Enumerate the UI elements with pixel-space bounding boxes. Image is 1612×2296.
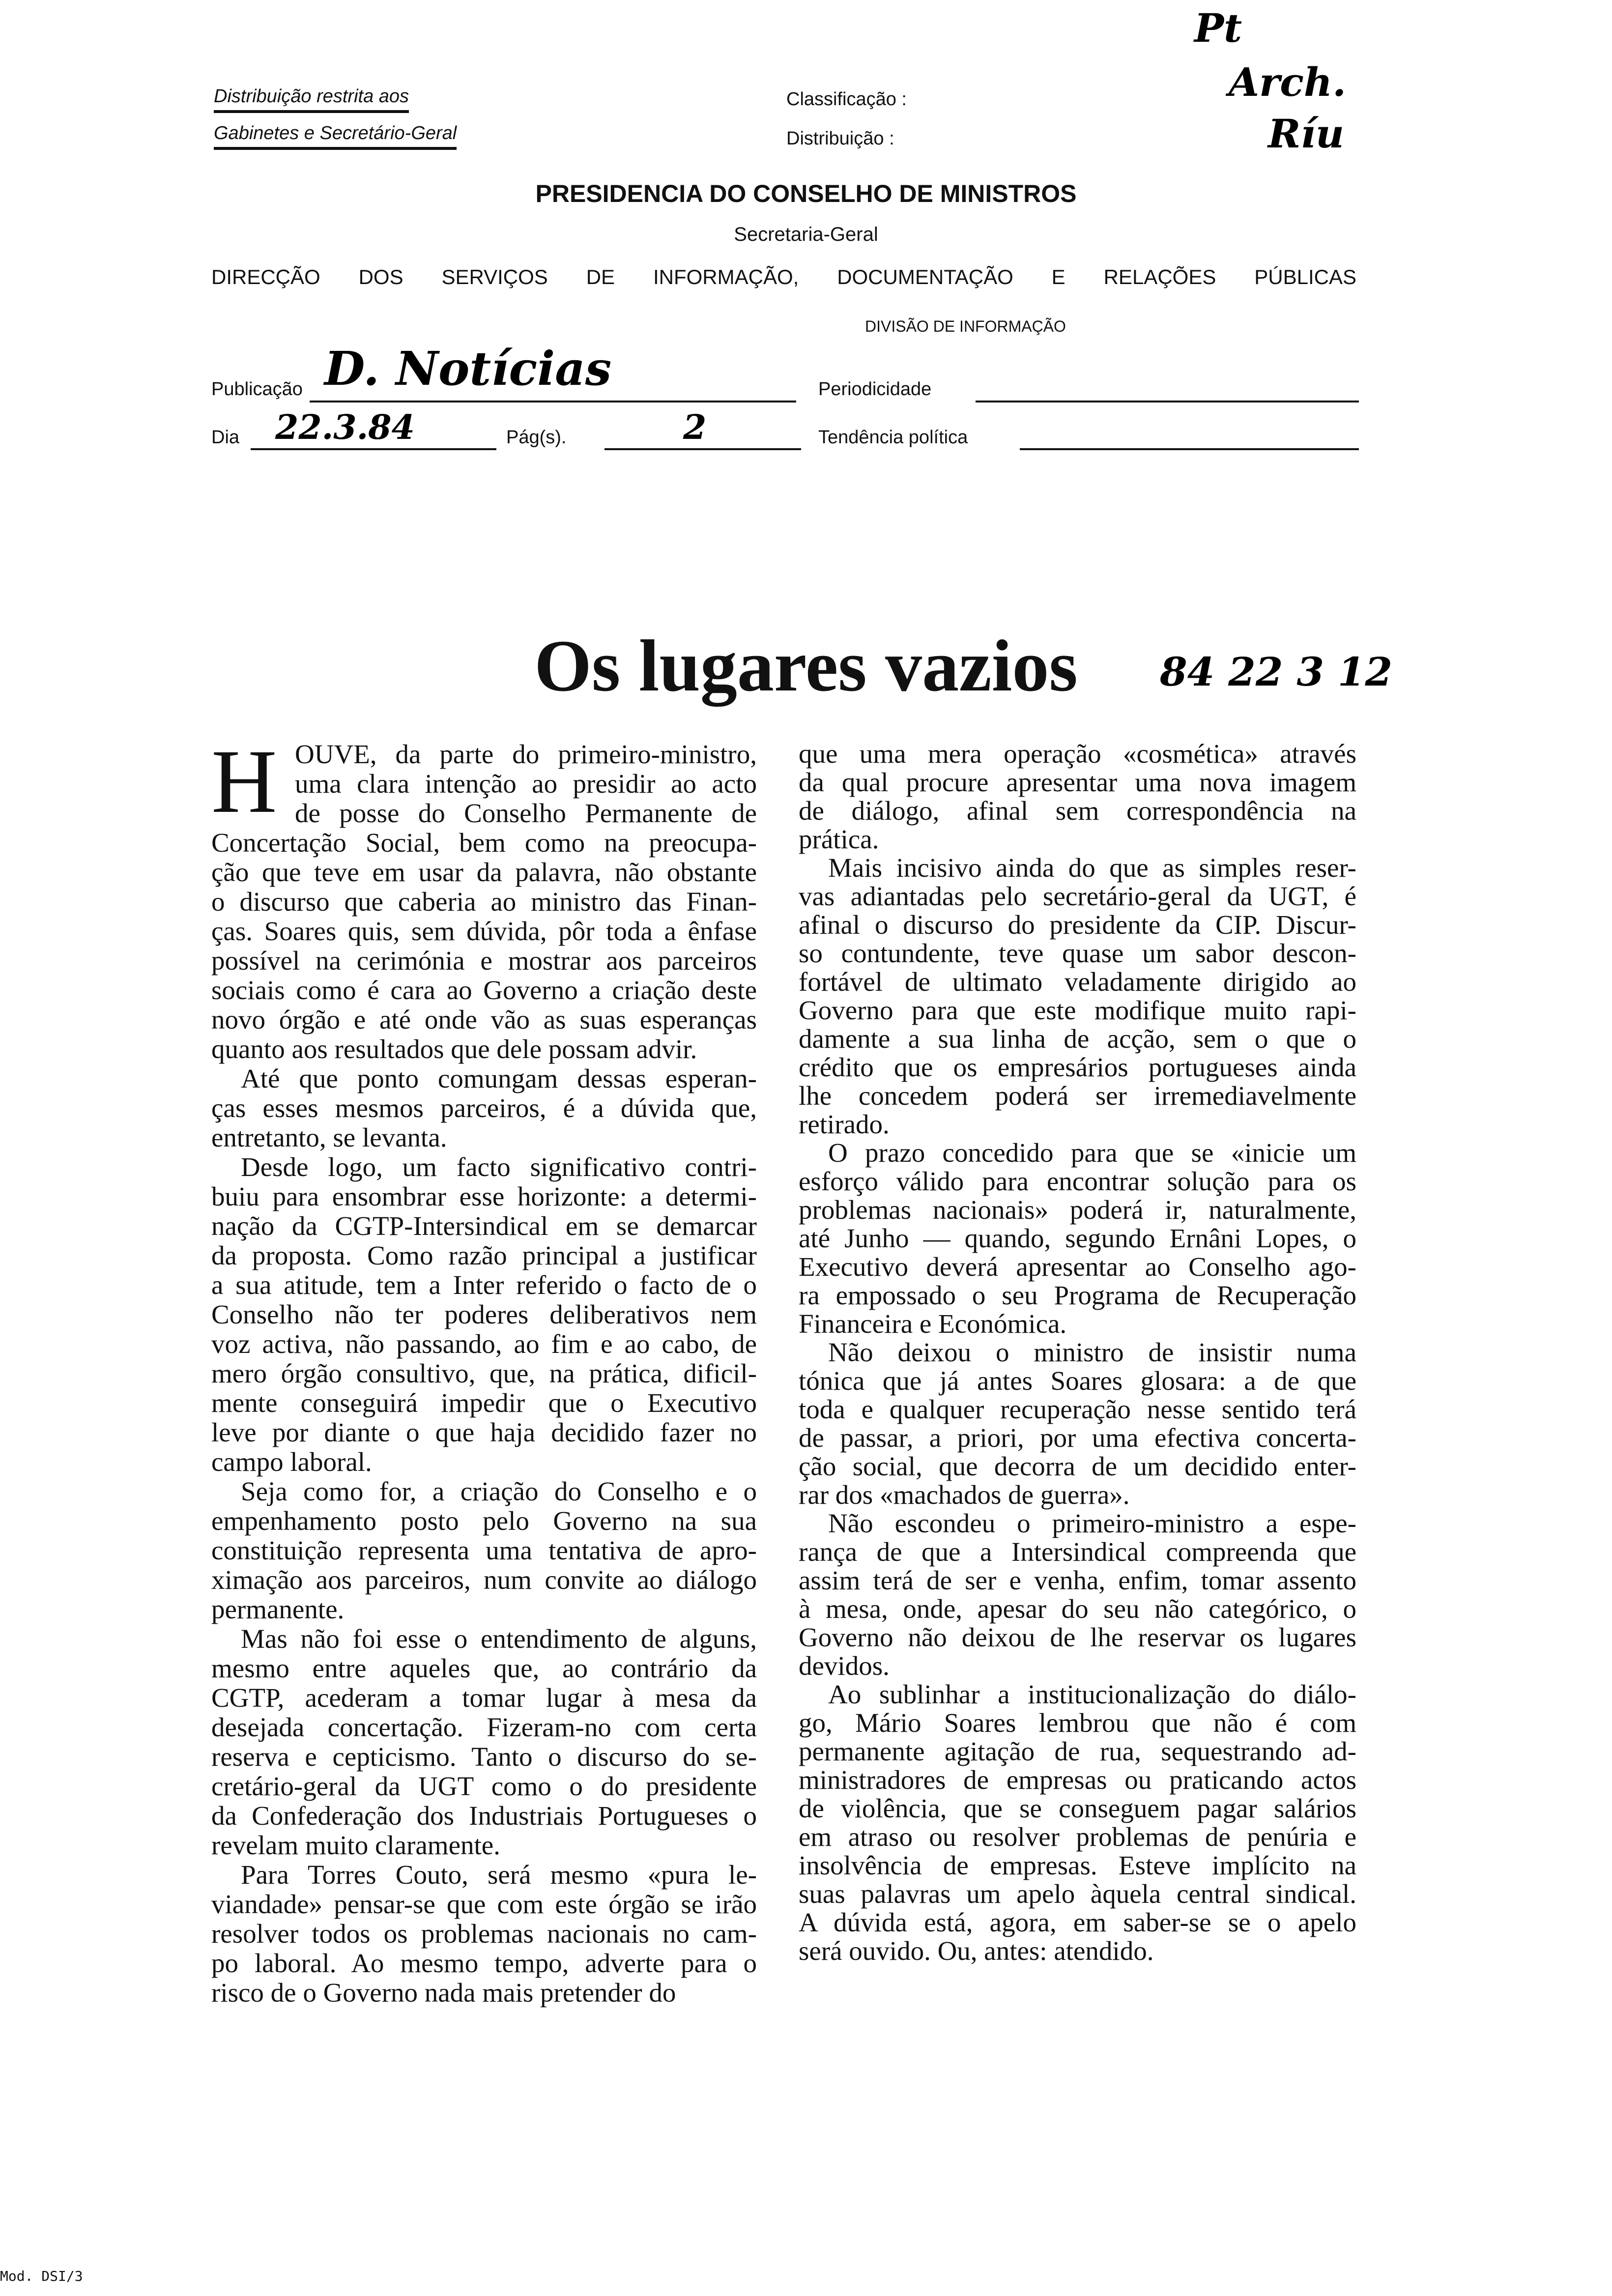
pages-field[interactable] [604,448,801,450]
form-code: Mod. DSI/3 [0,2268,83,2284]
article-line: mero órgão consultivo, que, na prática, dificil- [211,1358,757,1388]
article-line: desejada concertação. Fizeram-no com certa [211,1712,757,1742]
article-line: Mas não foi esse o entendimento de alguns, [241,1624,757,1654]
periodicity-label: Periodicidade [818,379,932,400]
article-line: Não deixou o ministro de insistir numa [828,1337,1356,1367]
article-line: resolver todos os problemas nacionais no cam- [211,1919,757,1949]
article-line: ças. Soares quis, sem dúvida, pôr toda a ênfase [211,916,757,946]
article-line: toda e qualquer recuperação nesse sentido terá [799,1394,1356,1424]
article-column-left [211,731,757,2008]
article-line: ra empossado o seu Programa de Recuperação [799,1280,1356,1310]
article-line: damente a sua linha de acção, sem o que o [799,1024,1356,1054]
article-line: de violência, que se conseguem pagar salários [799,1793,1356,1823]
article-line: ças esses mesmos parceiros, é a dúvida que, [211,1093,757,1123]
article-line: Até que ponto comungam dessas esperan- [241,1063,757,1093]
handwritten-note-arch: Arch. [1229,59,1346,105]
handwritten-date-over-title: 84 22 3 12 [1160,649,1393,695]
article-line: viandade» pensar-se que com este órgão se irão [211,1889,757,1919]
article-line: quanto aos resultados que dele possam advir. [211,1034,697,1064]
handwritten-day: 22.3.84 [275,408,415,447]
article-line: permanente agitação de rua, sequestrando ad- [799,1736,1356,1766]
article-line: vas adiantadas pelo secretário-geral da UGT, é [799,881,1356,911]
article-line: da proposta. Como razão principal a justificar [211,1240,757,1270]
day-label: Dia [211,427,240,448]
article-line: ção que teve em usar da palavra, não obstante [211,857,757,887]
article-line: reserva e cepticismo. Tanto o discurso do se- [211,1742,757,1772]
article-line: rar dos «machados de guerra». [799,1480,1130,1510]
distribution-restricted-line-1: Distribuição restrita aos [214,86,409,113]
article-line: retirado. [799,1109,890,1139]
article-line: de diálogo, afinal sem correspondência na [799,796,1356,826]
publication-field[interactable] [310,401,796,402]
article-line: po laboral. Ao mesmo tempo, adverte para o [211,1948,757,1978]
article-line: leve por diante o que haja decidido fazer no [211,1417,757,1447]
political-tendency-field[interactable] [1020,448,1359,450]
drop-cap: H [211,731,277,832]
article-line: mente conseguirá impedir que o Executivo [211,1388,757,1418]
article-line: tónica que já antes Soares glosara: a de que [799,1366,1356,1396]
article-title: Os lugares vazios [534,625,1078,707]
article-line: Ao sublinhar a institucionalização do diálo- [828,1679,1356,1709]
article-line: afinal o discurso do presidente da CIP. Discur- [799,910,1356,940]
article-line: ximação aos parceiros, num convite ao diálogo [211,1565,757,1595]
article-line: A dúvida está, agora, em saber-se se o apelo [799,1907,1356,1937]
day-field[interactable] [251,448,496,450]
handwritten-pages: 2 [683,408,707,447]
article-line: ção social, que decorra de um decidido enter- [799,1451,1356,1481]
article-line: assim terá de ser e venha, enfim, tomar assento [799,1565,1356,1595]
article-line: Financeira e Económica. [799,1309,1067,1339]
article-line: Seja como for, a criação do Conselho e o [241,1476,757,1506]
article-line: CGTP, acederam a tomar lugar à mesa da [211,1683,757,1713]
distribution-restricted-line-2: Gabinetes e Secretário-Geral [214,123,457,150]
article-line: Governo não deixou de lhe reservar os lugares [799,1622,1356,1652]
political-tendency-label: Tendência política [818,427,968,448]
article-line: cretário-geral da UGT como o do presidente [211,1771,757,1801]
article-column-right [799,740,1356,1965]
handwritten-note-pt: Pt [1194,5,1242,51]
article-line: Não escondeu o primeiro-ministro a espe- [828,1508,1356,1538]
article-line: go, Mário Soares lembrou que não é com [799,1708,1356,1738]
article-line: da qual procure apresentar uma nova imagem [799,767,1356,797]
article-line: à mesa, onde, apesar do seu não categórico, o [799,1594,1356,1624]
article-line: fortável de ultimato veladamente dirigido ao [799,967,1356,997]
article-line: mesmo entre aqueles que, ao contrário da [211,1653,757,1683]
classification-label: Classificação : [786,89,907,110]
distribution-label: Distribuição : [786,128,894,149]
article-line: até Junho — quando, segundo Ernâni Lopes, o [799,1223,1356,1253]
article-line: a sua atitude, tem a Inter referido o facto de o [211,1270,757,1300]
article-line: O prazo concedido para que se «inicie um [828,1138,1356,1168]
article-line: da Confederação dos Industriais Portugueses o [211,1801,757,1831]
handwritten-note-riu: Ríu [1268,111,1345,157]
article-line: que uma mera operação «cosmética» através [799,739,1356,769]
article-line: de passar, a priori, por uma efectiva concerta- [799,1423,1356,1453]
article-line: rança de que a Intersindical compreenda que [799,1537,1356,1567]
article-line: revelam muito claramente. [211,1830,500,1860]
publication-label: Publicação [211,379,303,400]
article-line: so contundente, teve quase um sabor descon- [799,938,1356,968]
article-line: campo laboral. [211,1447,372,1477]
article-line: lhe concedem poderá ser irremediavelmente [799,1081,1356,1111]
article-line: permanente. [211,1594,345,1624]
article-line: Para Torres Couto, será mesmo «pura le- [241,1860,757,1890]
article-line: Concertação Social, bem como na preocupa- [211,828,757,858]
pages-label: Pág(s). [506,427,567,448]
division: DIVISÃO DE INFORMAÇÃO [865,317,1066,335]
article-line: insolvência de empresas. Esteve implícito na [799,1850,1356,1880]
directorate: DIRECÇÃO DOS SERVIÇOS DE INFORMAÇÃO, DOCUMENTAÇÃO E RELAÇÕES PÚBLICAS [211,265,1356,288]
article-line: entretanto, se levanta. [211,1122,447,1152]
article-line: Executivo deverá apresentar ao Conselho ago- [799,1252,1356,1282]
article-line: devidos. [799,1651,890,1681]
article-line: ministradores de empresas ou praticando actos [799,1765,1356,1795]
article-line: sociais como é cara ao Governo a criação deste [211,975,757,1005]
article-line: prática. [799,824,879,854]
article-line: empenhamento posto pelo Governo na sua [211,1506,757,1536]
org-title: PRESIDENCIA DO CONSELHO DE MINISTROS [535,180,1077,207]
article-line: problemas nacionais» poderá ir, naturalmente, [799,1195,1356,1225]
article-line: suas palavras um apelo àquela central sindical. [799,1879,1356,1909]
article-line: nação da CGTP-Intersindical em se demarcar [211,1211,757,1241]
article-line: buiu para ensombrar esse horizonte: a determi- [211,1181,757,1211]
article-line: voz activa, não passando, ao fim e ao cabo, de [211,1329,757,1359]
article-line: de posse do Conselho Permanente de [295,798,757,828]
article-line: esforço válido para encontrar solução para os [799,1166,1356,1196]
article-line: será ouvido. Ou, antes: atendido. [799,1936,1154,1966]
article-line: Mais incisivo ainda do que as simples reser- [828,853,1356,883]
periodicity-field[interactable] [976,401,1359,402]
article-line: uma clara intenção ao presidir ao acto [295,769,757,799]
article-line: crédito que os empresários portugueses ainda [799,1052,1356,1082]
article-line: Conselho não ter poderes deliberativos nem [211,1299,757,1329]
article-line: possível na cerimónia e mostrar aos parceiros [211,946,757,976]
article-line: novo órgão e até onde vão as suas esperanças [211,1004,757,1034]
handwritten-publication: D. Notícias [324,342,612,396]
article-line: risco de o Governo nada mais pretender do [211,1978,676,2008]
article-line: Desde logo, um facto significativo contri- [241,1152,757,1182]
org-subtitle: Secretaria-Geral [734,224,878,245]
article-line: Governo para que este modifique muito rapi- [799,995,1356,1025]
article-line: OUVE, da parte do primeiro-ministro, [295,739,757,769]
article-line: em atraso ou resolver problemas de penúria e [799,1822,1356,1852]
article-line: o discurso que caberia ao ministro das Finan- [211,887,757,917]
article-line: constituição representa uma tentativa de apro- [211,1535,757,1565]
